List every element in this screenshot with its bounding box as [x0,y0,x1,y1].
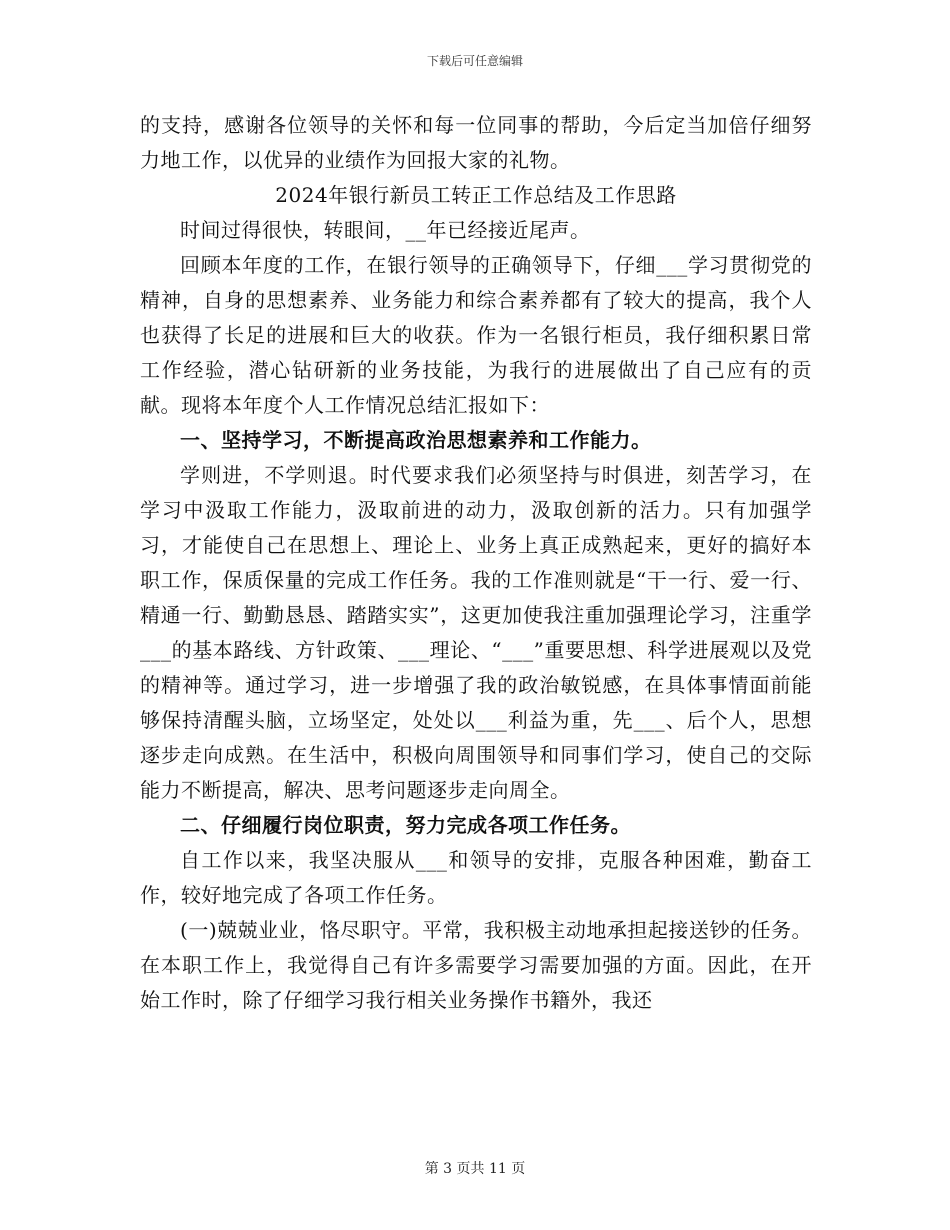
paragraph-continuation: 的支持，感谢各位领导的关怀和每一位同事的帮助，今后定当加倍仔细努力地工作，以优异的业绩作为回报大家的礼物。 [140,113,812,172]
page-header: 下载后可任意编辑 [426,54,523,68]
paragraph-intro: 时间过得很快，转眼间，__年已经接近尾声。 [180,218,591,242]
document-title: 2024年银行新员工转正工作总结及工作思路 [275,183,677,207]
section-heading-2: 二、仔细履行岗位职责，努力完成各项工作任务。 [180,813,631,837]
paragraph-duties: 自工作以来，我坚决服从___和领导的安排，克服各种困难，勤奋工作，较好地完成了各项工作任务。 [140,848,812,907]
paragraph-review: 回顾本年度的工作，在银行领导的正确领导下，仔细___学习贯彻党的精神，自身的思想素养、业务能力和综合素养都有了较大的提高，我个人也获得了长足的进展和巨大的收获。作为一名银行柜员，我仔细积累日常工作经验，潜心钻研新的业务技能，为我行的进展做出了自己应有的贡献。现将本年度个人工作情况总结汇报如下： [140,253,812,417]
document-body [140,108,812,1018]
paragraph-diligence: (一)兢兢业业，恪尽职守。平常，我积极主动地承担起接送钞的任务。在本职工作上，我觉得自己有许多需要学习需要加强的方面。因此，在开始工作时，除了仔细学习我行相关业务操作书籍外，我还 [140,918,812,1012]
section-heading-1: 一、坚持学习，不断提高政治思想素养和工作能力。 [180,428,652,452]
page-footer: 第 3 页共 11 页 [424,1161,526,1177]
paragraph-study: 学则进，不学则退。时代要求我们必须坚持与时俱进，刻苦学习，在学习中汲取工作能力，汲取前进的动力，汲取创新的活力。只有加强学习，才能使自己在思想上、理论上、业务上真正成熟起来，更好的搞好本职工作，保质保量的完成工作任务。我的工作准则就是“干一行、爱一行、精通一行、勤勤恳恳、踏踏实实”，这更加使我注重加强理论学习，注重学___的基本路线、方针政策、___理论、“___”重要思想、科学进展观以及党的精神等。通过学习，进一步增强了我的政治敏锐感，在具体事情面前能够保持清醒头脑，立场坚定，处处以___利益为重，先___、后个人，思想逐步走向成熟。在生活中，积极向周围领导和同事们学习，使自己的交际能力不断提高，解决、思考问题逐步走向周全。 [140,463,812,802]
